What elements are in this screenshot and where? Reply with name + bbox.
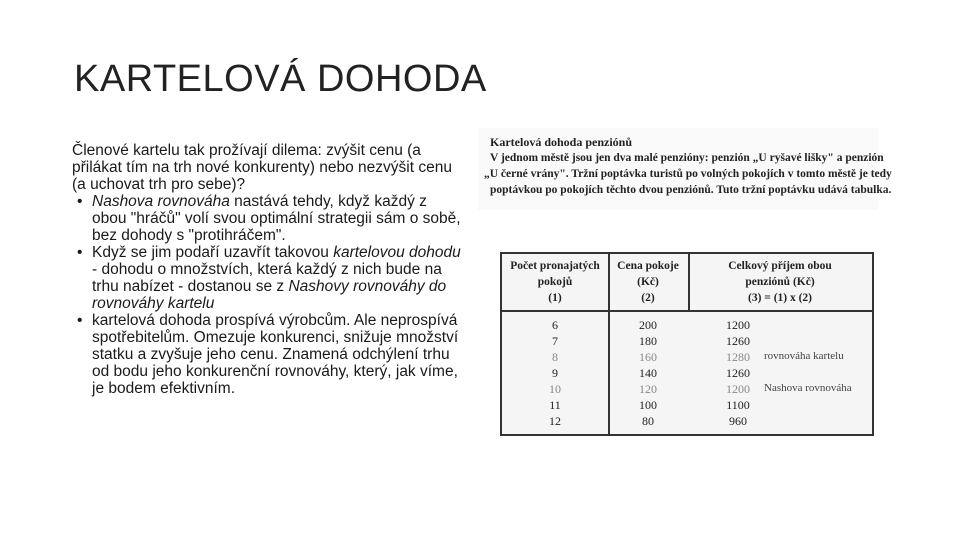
bullet-effects-text: kartelová dohoda prospívá výrobcům. Ale neprospívá spotřebitelům. Omezuje konkurenci, snižuje množství statku a zvyšuje jeho cenu. Znamená odchýlení trhu od bodu jeho konkurenční rovnováhy, který, jak víme, je bodem efektivním. — [92, 312, 459, 397]
bullet-nash-term: Nashova rovnováha — [92, 193, 230, 210]
excerpt-line-3: poptávkou po pokojích těchto dvou penziónů. Tuto tržní poptávku udává tabulka. — [490, 184, 892, 196]
excerpt-line-2: „U černé vrány". Tržní poptávka turistů po volných pokojích v tomto městě je tedy — [484, 168, 892, 180]
bullet-cartel-end: Nashovy rovnováhy do rovnováhy kartelu — [92, 278, 447, 312]
bullet-dot: • — [77, 312, 83, 329]
table-row: 9 140 1260 — [552, 366, 750, 380]
bullet-dot: • — [77, 244, 83, 261]
table-row: 8 160 1280 rovnováha kartelu — [552, 350, 844, 364]
table-row: 6 200 1200 — [552, 318, 750, 332]
header-revenue: Celkový příjem obou penziónů (Kč) (3) = (1) x (2) — [728, 260, 832, 304]
body-text — [72, 142, 464, 397]
slide-title: KARTELOVÁ DOHODA — [74, 58, 487, 100]
table-row: 7 180 1260 — [552, 334, 750, 348]
demand-table — [500, 252, 874, 436]
bullet-nash — [72, 193, 464, 244]
bullet-cartel — [72, 244, 464, 312]
excerpt-header — [478, 128, 892, 210]
bullet-dot: • — [77, 193, 83, 210]
bullet-cartel-mid: - dohodu o množstvích, která každý z nich bude na trhu nabízet - dostanou se z — [92, 261, 442, 295]
table-row: 11 100 1100 — [549, 398, 750, 412]
excerpt-line-1: V jednom městě jsou jen dva malé penzióny: penzión „U ryšavé lišky" a penzión — [490, 152, 884, 164]
header-rule — [502, 310, 872, 312]
header-price: Cena pokoje (Kč) (2) — [617, 260, 679, 304]
scanned-textbook-excerpt — [478, 128, 892, 440]
bullet-effects — [72, 312, 464, 397]
header-rooms: Počet pronajatých pokojů (1) — [510, 260, 600, 304]
bullet-cartel-term: kartelovou dohodu — [333, 244, 461, 261]
bullet-cartel-pre: Když se jim podaří uzavřít takovou — [92, 244, 334, 261]
intro-paragraph: Členové kartelu tak prožívají dilema: zvýšit cenu (a přilákat tím na trh nové konkurenty) nebo nezvýšit cenu (a uchovat trh pro sebe)? — [72, 142, 452, 193]
excerpt-heading: Kartelová dohoda penziónů — [490, 135, 633, 149]
bullet-nash-text: nastává tehdy, když každý z obou "hráčů" volí svou optimální strategii sám o sobě, bez dohody s "protihráčem". — [92, 193, 461, 244]
table-row: 10 120 1200 Nashova rovnováha — [549, 382, 852, 396]
table-row: 12 80 960 — [549, 414, 747, 428]
